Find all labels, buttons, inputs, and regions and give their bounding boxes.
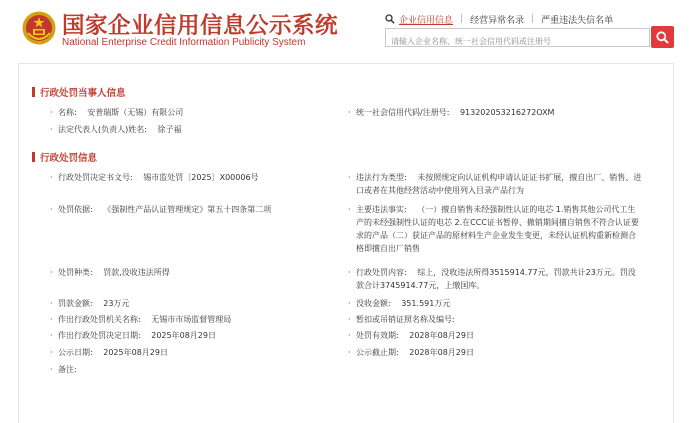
field-main-facts: · 主要违法事实: （一）擅自销售未经强制性认证的电芯 1.销售其他公司代工生产的未经强制性认证的电芯 2.在CCC证书暂停、撤销期间擅自销售不符合认证要求的产品（二）获证产品的原材料生产企业发生变更，未经认证机构重新检测合格即擅自出厂销售 bbox=[348, 205, 639, 253]
section-marker bbox=[32, 87, 35, 97]
field-fine-amount: · 罚款金额: 23万元 bbox=[50, 299, 130, 308]
top-nav bbox=[385, 12, 613, 26]
field-legal-representative: · 法定代表人(负责人)姓名: 徐子福 bbox=[50, 125, 182, 134]
site-title: 国家企业信用信息公示系统 bbox=[62, 13, 339, 39]
field-authority-name: · 作出行政处罚机关名称: 无锡市市场监督管理局 bbox=[50, 315, 232, 324]
legal-representative: 徐子福 bbox=[157, 125, 182, 134]
field-decision-number: · 行政处罚决定书文号: 锡市监处罚〔2025〕X00006号 bbox=[50, 173, 259, 182]
nav-separator: | bbox=[531, 14, 535, 24]
search-button[interactable] bbox=[651, 26, 674, 48]
company-name: 安普瑞斯（无锡）有限公司 bbox=[87, 108, 184, 117]
field-publish-date: · 公示日期: 2025年08月29日 bbox=[50, 348, 168, 357]
nav-abnormal-list[interactable]: 经营异常名录 bbox=[470, 15, 525, 26]
section-title-penalty-info: 行政处罚信息 bbox=[40, 153, 98, 164]
field-penalty-basis: · 处罚依据: 《强制性产品认证管理规定》第五十四条第二项 bbox=[50, 205, 272, 214]
field-confiscation-amount: · 没收金额: 351.591万元 bbox=[348, 299, 451, 308]
search-input[interactable] bbox=[386, 33, 649, 50]
national-emblem-icon bbox=[22, 11, 56, 45]
field-penalty-type: · 处罚种类: 罚款,没收违法所得 bbox=[50, 268, 170, 277]
field-publish-end-date: · 公示截止期: 2028年08月29日 bbox=[348, 348, 474, 357]
search-icon bbox=[656, 31, 669, 44]
field-valid-until: · 处罚有效期: 2028年08月29日 bbox=[348, 331, 474, 340]
field-decision-date: · 作出行政处罚决定日期: 2025年08月29日 bbox=[50, 331, 216, 340]
section-marker bbox=[32, 152, 35, 162]
field-name: · 名称: 安普瑞斯（无锡）有限公司 bbox=[50, 108, 184, 117]
field-penalty-content: · 行政处罚内容: 综上，没收违法所得3515914.77元，罚款共计23万元。罚没款合计3745914.77元，上缴国库。 bbox=[348, 268, 636, 290]
credit-code: 913202053216272OXM bbox=[459, 108, 555, 117]
field-remark: · 备注: bbox=[50, 365, 77, 374]
field-credit-code: · 统一社会信用代码/注册号: 913202053216272OXM bbox=[348, 108, 555, 117]
nav-enterprise-credit[interactable]: 企业信用信息 bbox=[399, 15, 454, 26]
nav-serious-violation-list[interactable]: 严重违法失信名单 bbox=[541, 15, 614, 26]
section-title-party-info: 行政处罚当事人信息 bbox=[40, 88, 126, 99]
search-box bbox=[385, 28, 650, 47]
field-license-suspension: · 暂扣或吊销证照名称及编号: bbox=[348, 315, 455, 324]
site-header bbox=[0, 0, 698, 60]
search-icon bbox=[385, 14, 395, 24]
site-subtitle: National Enterprise Credit Information Publicity System bbox=[62, 37, 306, 48]
field-violation-type: · 违法行为类型: 未按照规定向认证机构申请认证证书扩展，擅自出厂、销售、进口或者在其他经营活动中使用列入目录产品行为 bbox=[348, 173, 642, 195]
nav-separator: | bbox=[460, 14, 464, 24]
